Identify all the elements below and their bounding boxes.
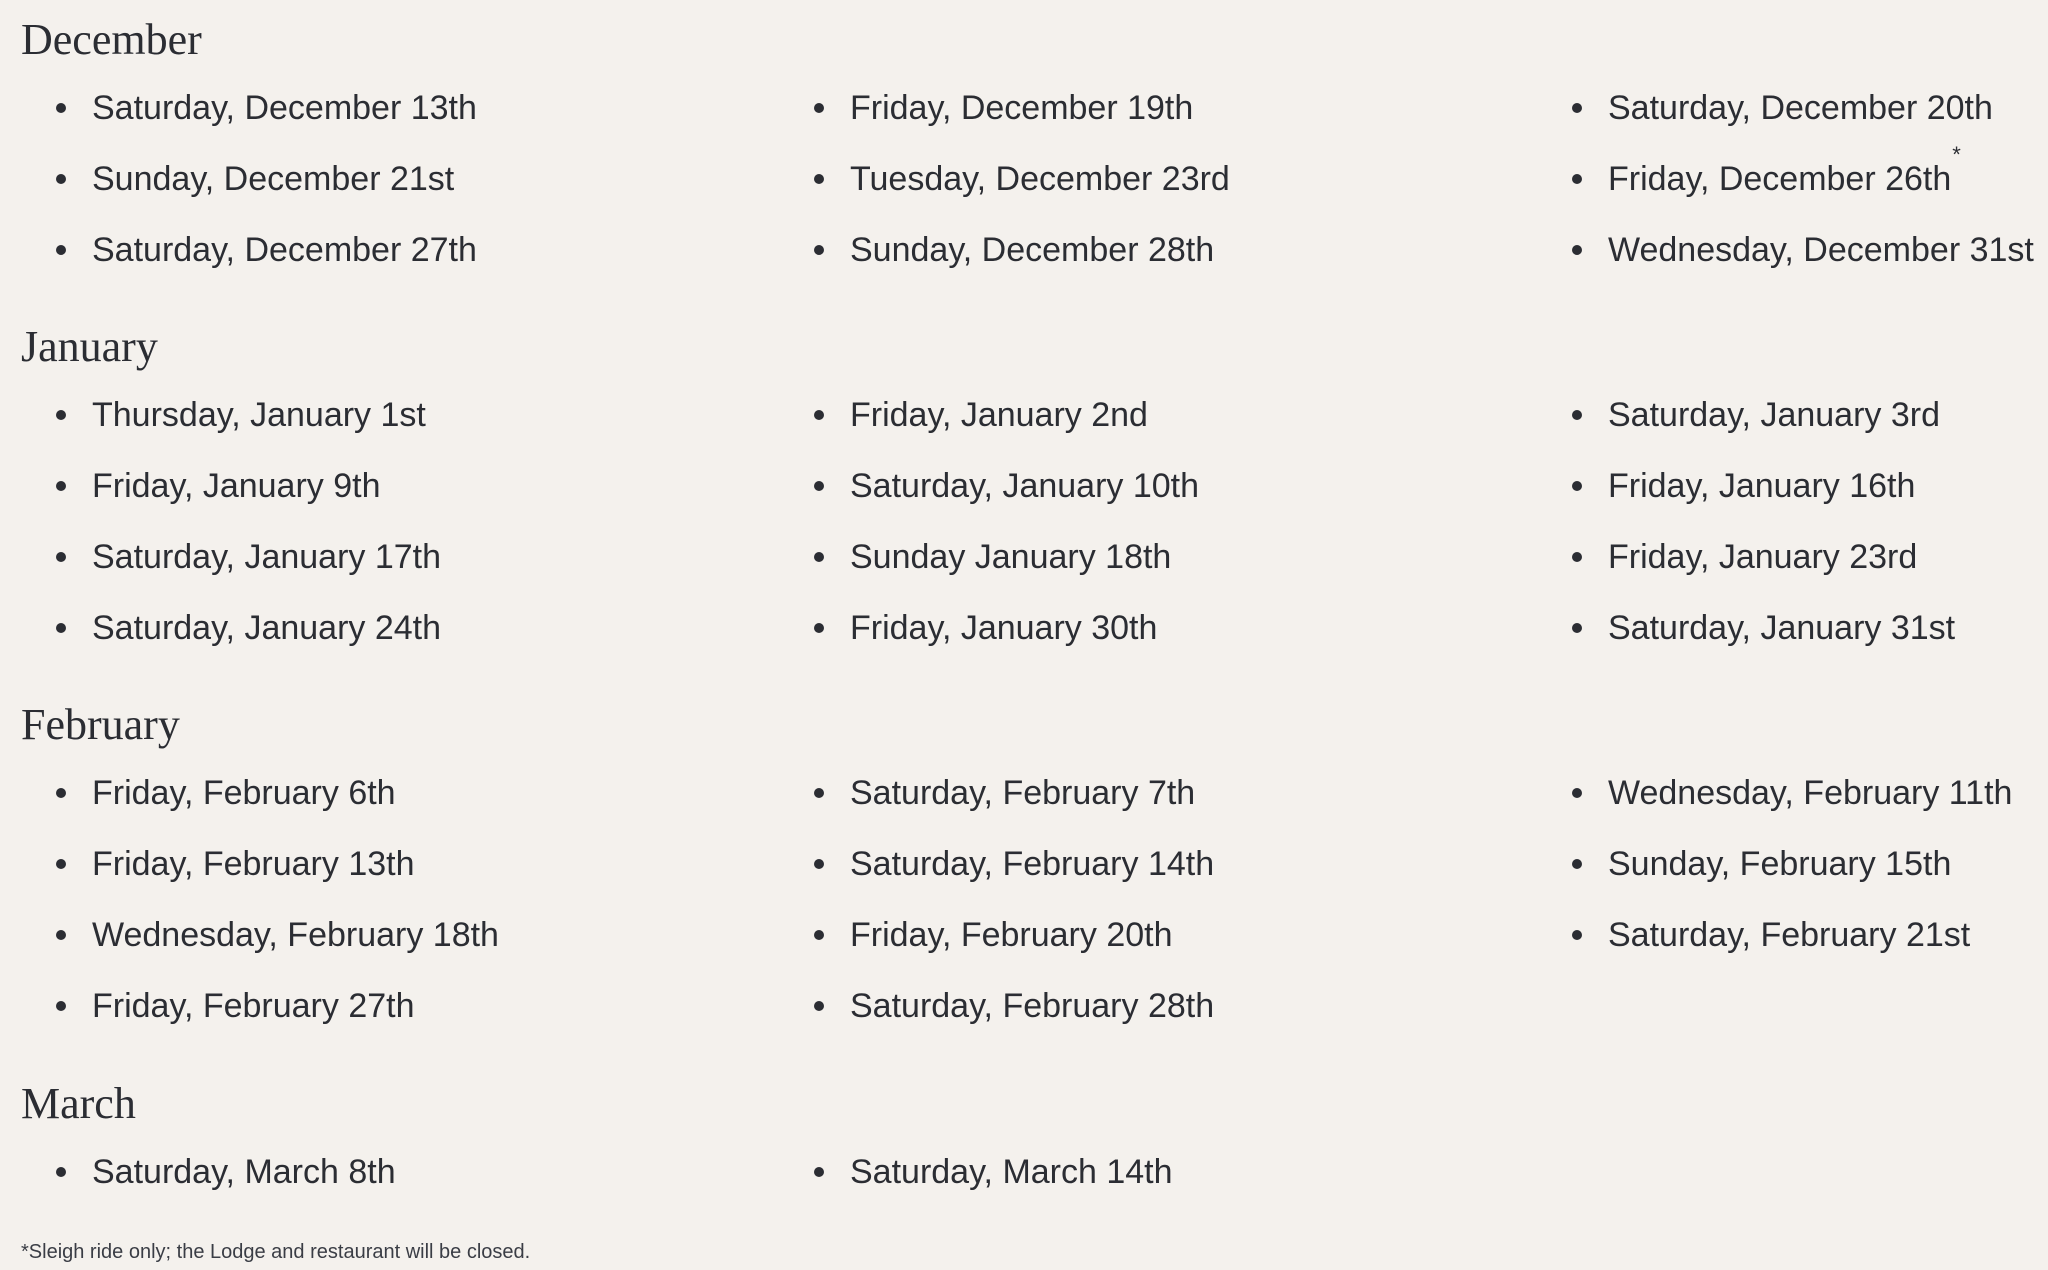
date-label: Thursday, January 1st (92, 396, 426, 434)
bullet-icon (814, 623, 824, 633)
date-label-with-note (1608, 141, 1961, 204)
date-label: Sunday, February 15th (1608, 845, 1952, 883)
date-label: Saturday, February 28th (850, 987, 1215, 1025)
date-text: Friday, December 26th (1608, 160, 1952, 198)
date-label: Saturday, February 7th (850, 774, 1196, 812)
footnote: *Sleigh ride only; the Lodge and restaurant will be closed. (21, 1241, 531, 1263)
date-label: Friday, January 30th (850, 609, 1158, 647)
date-label: Friday, January 2nd (850, 396, 1148, 434)
bullet-icon (56, 174, 66, 184)
date-label: Saturday, January 17th (92, 538, 442, 576)
bullet-icon (1572, 552, 1582, 562)
bullet-icon (56, 1167, 66, 1177)
bullet-icon (56, 1001, 66, 1011)
bullet-icon (1572, 788, 1582, 798)
date-label: Tuesday, December 23rd (850, 160, 1230, 198)
month-heading: March (21, 1079, 136, 1128)
date-label: Wednesday, February 18th (92, 916, 499, 954)
bullet-icon (56, 245, 66, 255)
bullet-icon (814, 930, 824, 940)
date-label: Saturday, January 10th (850, 467, 1200, 505)
date-label: Friday, December 19th (850, 89, 1194, 127)
date-label: Friday, January 23rd (1608, 538, 1918, 576)
bullet-icon (56, 552, 66, 562)
date-label: Sunday, December 28th (850, 231, 1215, 269)
date-label: Friday, January 9th (92, 467, 381, 505)
bullet-icon (56, 788, 66, 798)
bullet-icon (1572, 623, 1582, 633)
date-label: Friday, February 6th (92, 774, 396, 812)
bullet-icon (1572, 859, 1582, 869)
bullet-icon (814, 410, 824, 420)
bullet-icon (814, 103, 824, 113)
date-label: Saturday, January 31st (1608, 609, 1956, 647)
bullet-icon (1572, 410, 1582, 420)
date-label: Sunday, December 21st (92, 160, 455, 198)
bullet-icon (814, 859, 824, 869)
bullet-icon (814, 1001, 824, 1011)
bullet-icon (56, 103, 66, 113)
month-heading: February (21, 700, 180, 749)
date-label: Wednesday, February 11th (1608, 774, 2013, 812)
date-label: Saturday, February 14th (850, 845, 1215, 883)
date-label: Friday, February 13th (92, 845, 415, 883)
date-label: Saturday, December 27th (92, 231, 477, 269)
bullet-icon (814, 245, 824, 255)
month-heading: December (21, 15, 202, 64)
date-label: Friday, February 27th (92, 987, 415, 1025)
bullet-icon (814, 788, 824, 798)
bullet-icon (1572, 481, 1582, 491)
date-label: Saturday, December 13th (92, 89, 477, 127)
date-label: Wednesday, December 31st (1608, 231, 2034, 269)
bullet-icon (1572, 103, 1582, 113)
date-label: Friday, February 20th (850, 916, 1173, 954)
date-label: Saturday, December 20th (1608, 89, 1993, 127)
date-label: Saturday, March 14th (850, 1153, 1173, 1191)
bullet-icon (56, 410, 66, 420)
bullet-icon (814, 481, 824, 491)
date-label: Saturday, March 8th (92, 1153, 396, 1191)
bullet-icon (1572, 245, 1582, 255)
bullet-icon (56, 481, 66, 491)
bullet-icon (1572, 174, 1582, 184)
bullet-icon (814, 174, 824, 184)
bullet-icon (814, 552, 824, 562)
bullet-icon (56, 623, 66, 633)
date-label: Sunday January 18th (850, 538, 1172, 576)
bullet-icon (814, 1167, 824, 1177)
bullet-icon (56, 930, 66, 940)
bullet-icon (1572, 930, 1582, 940)
date-label: Saturday, January 3rd (1608, 396, 1940, 434)
bullet-icon (56, 859, 66, 869)
date-label: Saturday, February 21st (1608, 916, 1971, 954)
month-heading: January (21, 322, 158, 371)
date-label: Friday, January 16th (1608, 467, 1916, 505)
footnote-marker: * (1952, 141, 1961, 167)
date-label: Saturday, January 24th (92, 609, 442, 647)
